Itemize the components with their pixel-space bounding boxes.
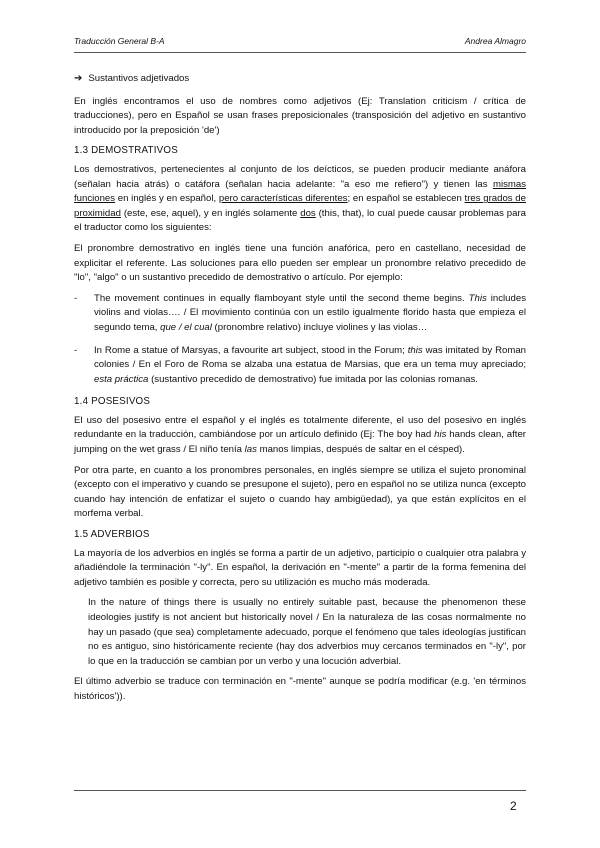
- dash-bullet: -: [74, 344, 78, 356]
- arrow-right-icon: ➔: [74, 73, 83, 84]
- paragraph: En inglés encontramos el uso de nombres como adjetivos (Ej: Translation criticism / crítica de traducciones), pero en Español se usan frases preposicionales (transposición del adjetivo en sustantivo introducido por la preposición 'de'): [74, 95, 526, 136]
- document-body: [74, 72, 526, 711]
- section-heading: 1.5 ADVERBIOS: [74, 529, 150, 541]
- list-item: [74, 292, 526, 336]
- page-number: 2: [510, 799, 517, 813]
- paragraph: El último adverbio se traduce con terminación en "-mente" aunque se podría modificar (e.g. 'en términos históricos')).: [74, 676, 526, 702]
- underlined-text: dos: [300, 207, 316, 219]
- paragraph: El pronombre demostrativo en inglés tiene una función anafórica, pero en castellano, necesidad de explicitar el referente. Las soluciones para ello pueden ser emplear un pronombre relativo precedido de "lo", "algo" o un sustantivo precedido de demostrativo o artículo. Por ejemplo:: [74, 242, 526, 284]
- paragraph: Los demostrativos, pertenecientes al conjunto de los deícticos, se pueden producir mediante anáfora (señalan hacia atrás) o catáfora (señalan hacia adelante: "a eso me refiero") y tienen las mismas funciones en inglés y en español, pero características diferentes; en español se establecen tres grados de proximidad (este, ese, aquel), y en inglés solamente dos (this, that), lo cual puede causar problemas para el traductor como los siguientes:: [74, 163, 526, 234]
- list-item: [74, 344, 526, 388]
- dash-bullet: -: [74, 292, 78, 304]
- subsection-title: Sustantivos adjetivados: [88, 73, 190, 84]
- paragraph: La mayoría de los adverbios en inglés se forma a partir de un adjetivo, participio o cualquier otra palabra y añadiéndole la terminación "-ly". En español, la derivación en "-mente" a partir de la forma femenina del adjetivo también es posible y correcta, pero su utilización es mucho más moderada.: [74, 547, 526, 588]
- subsection-heading: [74, 72, 526, 87]
- example-text: The movement continues in equally flamboyant style until the second theme begins. This includes violins and violas…. / El movimiento continúa con un estilo igualmente florido hasta que empieza el segundo tema, que / el cual (pronombre relativo) incluye violines y las violas…: [94, 292, 526, 333]
- section-heading: 1.4 POSESIVOS: [74, 396, 151, 408]
- example-text: In Rome a statue of Marsyas, a favourite art subject, stood in the Forum; this was imitated by Roman colonies / En el Foro de Roma se alzaba una estatua de Marsias, que era un tema muy apreciado; esta práctica (sustantivo precedido de demostrativo) fue imitada por las colonias romanas.: [94, 344, 526, 385]
- underlined-text: pero características diferentes: [218, 193, 348, 205]
- underlined-text: tres grados de proximidad: [74, 193, 526, 219]
- quoted-example: In the nature of things there is usually no entirely suitable past, because the phenomenon these ideologies justify is not ancient but historically novel / En la naturaleza de las cosas normalmente no hay un pasado (que sea) completamente adecuado, porque el fenómeno que tales ideologías justifican no es antiguo, sino históricamente reciente (hay dos adverbios muy cercanos terminados en "-ly", por lo que en la traducción se cambian por un verbo y una locución adverbial.: [88, 597, 526, 667]
- paragraph: Por otra parte, en cuanto a los pronombres personales, en inglés siempre se utiliza el sujeto pronominal (excepto con el imperativo y cuando se presupone el sujeto), pero en español no se utiliza nunca (excepto cuando hay intención de enfatizar el sujeto o cuando hay ambigüedad), ya que están explícitos en el morfema verbal.: [74, 464, 526, 520]
- header-course-title: Traducción General B-A: [74, 36, 165, 46]
- section-heading: 1.3 DEMOSTRATIVOS: [74, 145, 178, 157]
- footer-divider: [74, 790, 526, 791]
- underlined-text: mismas funciones: [74, 178, 526, 205]
- header-divider: [74, 52, 526, 53]
- header-author: Andrea Almagro: [464, 36, 526, 46]
- paragraph: El uso del posesivo entre el español y el inglés es totalmente diferente, el uso del posesivo en inglés redundante en la traducción, cambiándose por un artículo definido (Ej: The boy had his hands clean, after jumping on the wet grass / El niño tenía las manos limpias, después de saltar en el césped).: [74, 414, 526, 456]
- page-header: [74, 36, 526, 46]
